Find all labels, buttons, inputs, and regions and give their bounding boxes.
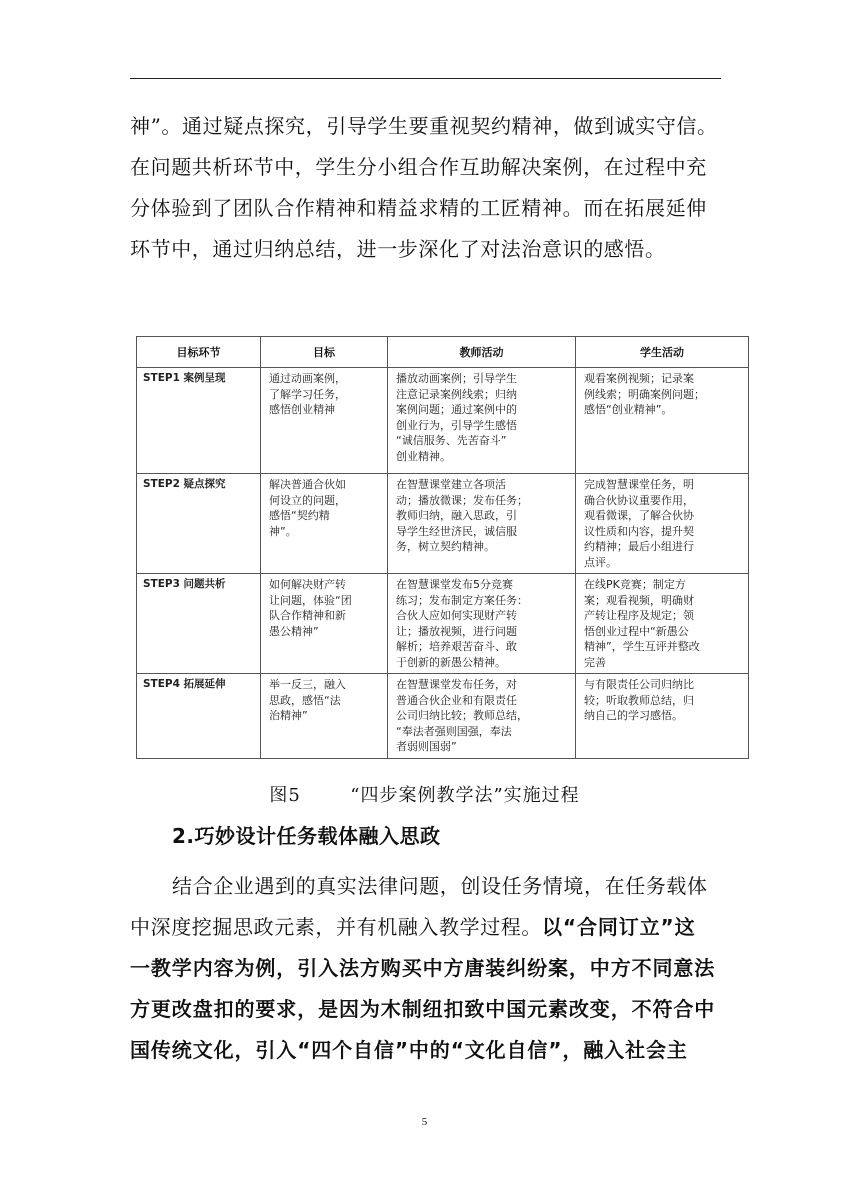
cell-line: 教师归纳，融入思政，引 [396,509,517,522]
section-heading: 2.巧妙设计任务载体融入思政 [172,824,441,848]
table-row [137,368,749,474]
cell-line: 通过动画案例， [269,372,346,385]
cell-line: 感悟创业精神 [269,403,335,416]
goal-cell [261,474,388,574]
page-number: 5 [421,1116,428,1128]
figure-caption: 图5 “四步案例教学法”实施过程 [269,785,580,806]
cell-line: 点评。 [584,555,617,569]
cell-line: 创业精神。 [396,449,451,463]
cell-line: 约精神；最后小组进行 [584,540,694,553]
cell-line: 动；播放微课；发布任务； [396,493,528,507]
cell-line: 感悟“创业精神”。 [584,403,673,416]
student-cell [576,368,749,474]
bold-text-line: 国传统文化，引入“四个自信”中的“文化自信”，融入社会主 [130,1038,688,1062]
student-cell [576,674,749,759]
column-header: 学生活动 [576,337,749,368]
cell-line: 治精神” [269,709,308,722]
cell-line: 普通合伙企业和有限责任 [396,693,517,707]
column-header: 教师活动 [388,337,576,368]
cell-line: 注意记录案例线索；归纳 [396,387,517,401]
cell-line: 在智慧课堂建立各项活 [396,478,506,491]
text-run: 中深度挖掘思政元素，并有机融入教学过程。 [130,915,542,939]
cell-line: 在智慧课堂发布5分竞赛 [396,578,513,591]
cell-line: 者弱则国弱” [396,740,457,753]
cell-line: 确合伙协议重要作用， [584,493,694,507]
cell-line: 在智慧课堂发布任务，对 [396,678,517,691]
bottom-paragraph [130,866,721,1071]
cell-line: 思政，感悟“法 [269,693,341,707]
cell-line: 悟创业过程中“新愚公 [584,624,689,638]
teacher-cell [388,368,576,474]
cell-line: 何设立的问题， [269,493,346,507]
student-cell [576,574,749,674]
cell-line: 案例问题；通过案例中的 [396,403,517,416]
cell-line: 播放动画案例；引导学生 [396,372,517,385]
cell-line: 合伙人应如何实现财产转 [396,609,517,622]
column-header: 目标环节 [137,337,261,368]
goal-cell [261,574,388,674]
cell-line: 导学生经世济民，诚信服 [396,524,517,538]
cell-line: 产转让程序及规定；领 [584,609,694,622]
text-line [130,907,721,948]
cell-line: 精神”，学生互评并整改 [584,640,700,653]
goal-cell [261,368,388,474]
cell-line: 举一反三，融入 [269,678,346,691]
step-cell: STEP2 疑点探究 [137,474,261,574]
cell-line: 愚公精神” [269,624,319,638]
cell-line: 在线PK竞赛；制定方 [584,578,686,591]
table-row [137,474,749,574]
cell-line: 议性质和内容，提升契 [584,524,694,538]
teacher-cell [388,474,576,574]
cell-line: 于创新的新愚公精神。 [396,655,506,669]
cell-line: “诚信服务、先苦奋斗” [396,434,507,447]
goal-cell [261,674,388,759]
teacher-cell [388,574,576,674]
cell-line: 让；播放视频，进行问题 [396,624,517,638]
cell-line: 了解学习任务， [269,387,346,401]
table-header-row [137,337,749,368]
text-line: 在问题共析环节中，学生分小组合作互助解决案例，在过程中充 [130,155,707,179]
bold-text-line: 一教学内容为例，引入法方购买中方唐装纠纷案，中方不同意法 [130,956,716,980]
column-header: 目标 [261,337,388,368]
cell-line: 如何解决财产转 [269,578,346,591]
cell-line: 完成智慧课堂任务，明 [584,478,694,491]
step-cell: STEP1 案例呈现 [137,368,261,474]
text-line: 结合企业遇到的真实法律问题，创设任务情境，在任务载体 [172,874,708,898]
step-cell: STEP4 拓展延伸 [137,674,261,759]
table-row [137,574,749,674]
cell-line: 例线索；明确案例问题； [584,387,705,401]
bold-text-line: 方更改盘扣的要求，是因为木制纽扣致中国元素改变，不符合中 [130,997,716,1021]
cell-line: 纳自己的学习感悟。 [584,709,683,722]
cell-line: 队合作精神和新 [269,609,346,622]
top-paragraph [130,106,721,270]
cell-line: 解决普通合伙如 [269,478,346,491]
cell-line: 公司归纳比较；教师总结， [396,709,528,722]
teaching-process-table [136,336,748,759]
cell-line: 让问题，体验“团 [269,593,352,607]
header-rule [130,78,721,79]
cell-line: 观看微课，了解合伙协 [584,509,694,522]
text-line: 环节中，通过归纳总结，进一步深化了对法治意识的感悟。 [130,237,666,261]
text-line: 神”。通过疑点探究，引导学生要重视契约精神，做到诚实守信。 [130,114,718,138]
step-cell: STEP3 问题共析 [137,574,261,674]
cell-line: 务，树立契约精神。 [396,540,495,553]
cell-line: 练习；发布制定方案任务： [396,593,528,607]
cell-line: 解析；培养艰苦奋斗、敢 [396,640,517,653]
cell-line: “奉法者强则国强，奉法 [396,724,512,738]
cell-line: 观看案例视频；记录案 [584,372,694,385]
teacher-cell [388,674,576,759]
cell-line: 较；听取教师总结，归 [584,693,694,707]
cell-line: 神”。 [269,524,297,538]
bold-text-run: 以“合同订立”这 [542,915,696,939]
cell-line: 完善 [584,655,606,669]
cell-line: 感悟“契约精 [269,509,330,522]
table-row [137,674,749,759]
text-line: 分体验到了团队合作精神和精益求精的工匠精神。而在拓展延伸 [130,196,707,220]
cell-line: 案；观看视频，明确财 [584,593,694,607]
cell-line: 创业行为，引导学生感悟 [396,418,517,432]
student-cell [576,474,749,574]
cell-line: 与有限责任公司归纳比 [584,678,694,691]
